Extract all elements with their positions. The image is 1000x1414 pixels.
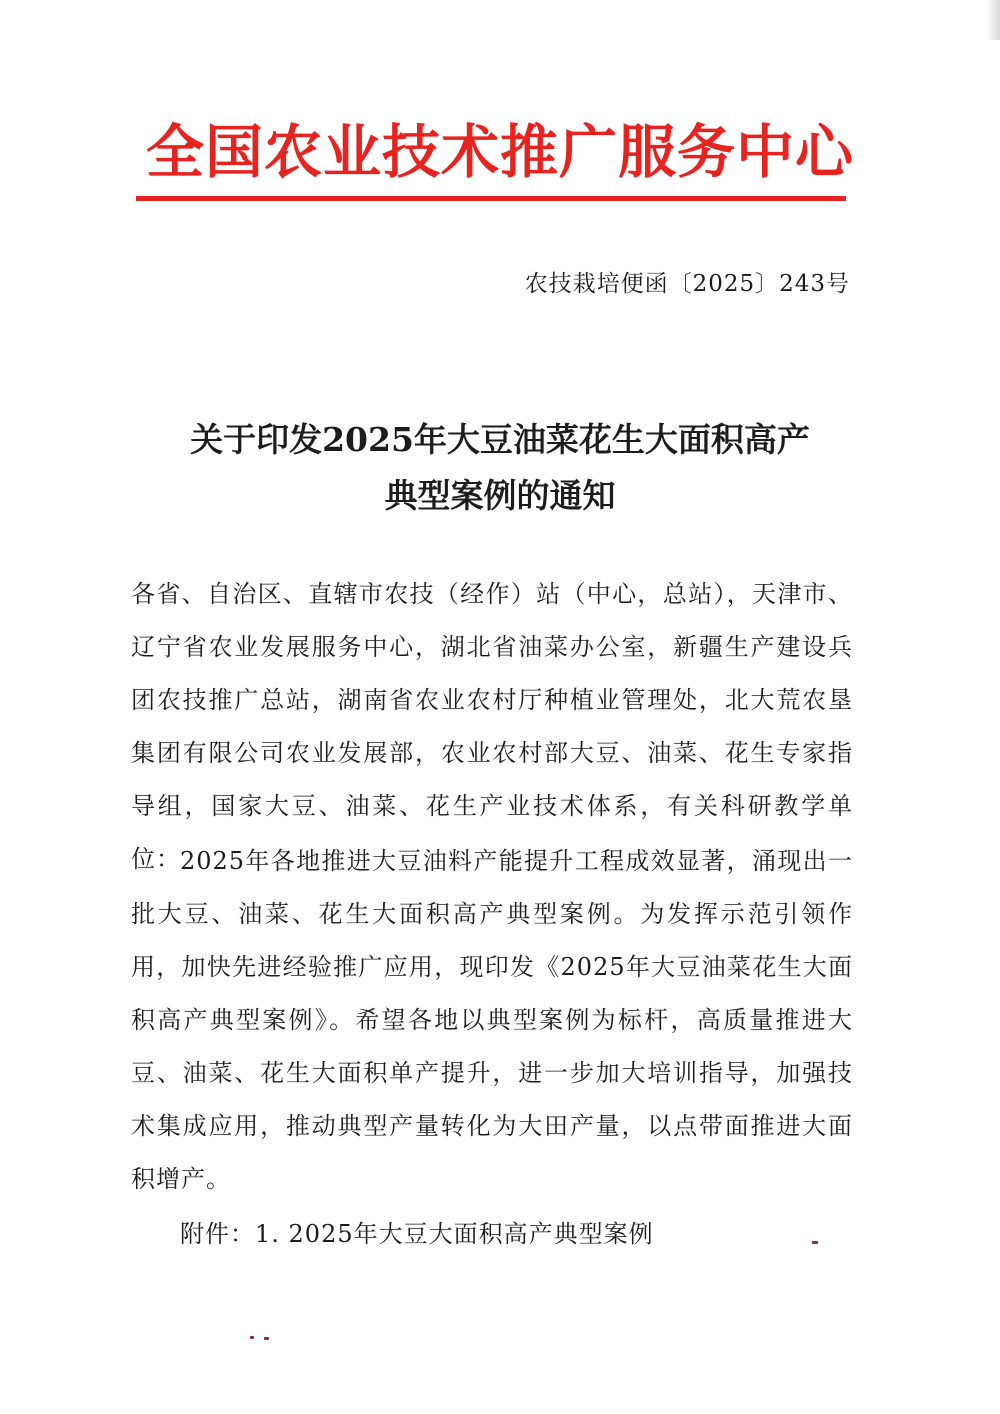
body-paragraph: 2025年各地推进大豆油料产能提升工程成效显著，涌现出一批大豆、油菜、花生大面积高产典型案例。为发挥示范引领作用，加快先进经验推广应用，现印发《2025年大豆油菜花生大面积高产典型案例》。希望各地以典型案例为标杆，高质量推进大豆、油菜、花生大面积单产提升，进一步加大培训指导，加强技术集成应用，推动典型产量转化为大田产量，以点带面推进大面积增产。 <box>131 847 853 1193</box>
scan-page-edge <box>986 0 1000 40</box>
notice-title-line-2: 典型案例的通知 <box>384 476 616 515</box>
attachment-item: 1. 2025年大豆大面积高产典型案例 <box>255 1220 654 1248</box>
letterhead-organization: 全国农业技术推广服务中心 <box>145 118 854 186</box>
letterhead-red-rule <box>136 196 846 201</box>
addressee-block: 各省、自治区、直辖市农技（经作）站（中心，总站），天津市、辽宁省农业发展服务中心，湖北省油菜办公室，新疆生产建设兵团农技推广总站，湖南省农业农村厅种植业管理处，北大荒农垦集团有限公司农业发展部，农业农村部大豆、油菜、花生专家指导组，国家大豆、油菜、花生产业技术体系，有关科研教学单位： <box>131 580 853 873</box>
document-number: 农技栽培便函〔2025〕243号 <box>524 271 850 297</box>
notice-title-line-1: 关于印发2025年大豆油菜花生大面积高产 <box>190 420 810 459</box>
notice-title <box>0 412 1000 524</box>
scan-speck <box>264 1337 269 1340</box>
scan-speck <box>812 1241 818 1244</box>
attachment-line <box>180 1214 654 1254</box>
attachment-label: 附件： <box>180 1220 255 1248</box>
scan-speck <box>250 1336 254 1339</box>
